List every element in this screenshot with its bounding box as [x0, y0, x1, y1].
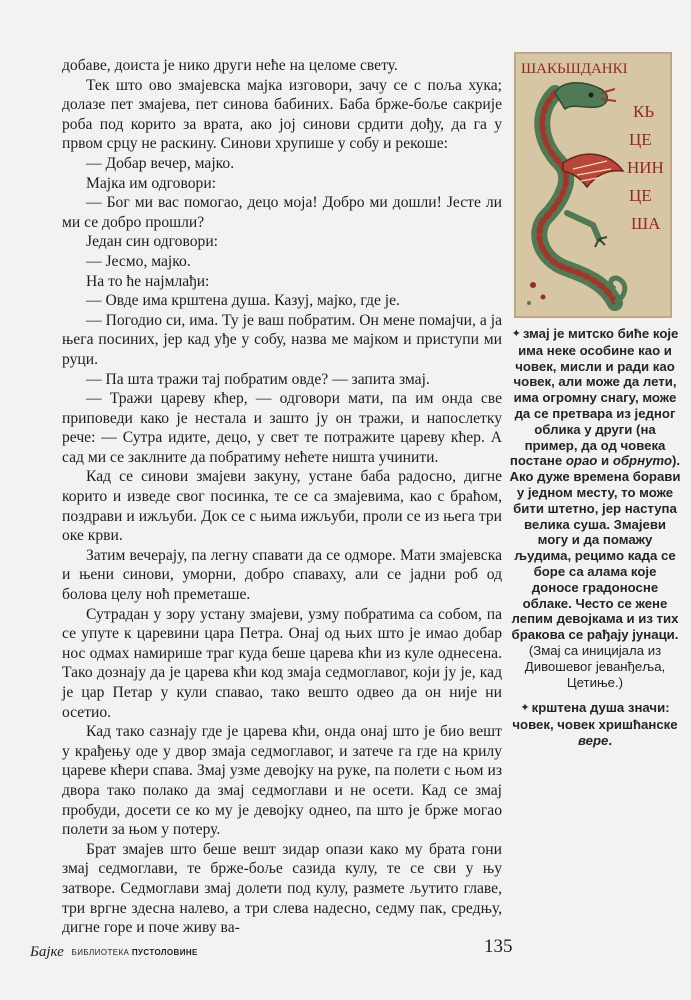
- body-paragraph: Један син одговори:: [86, 233, 219, 251]
- note-text: значи: човек, човек хришћанске: [512, 700, 678, 733]
- note-text: ). Ако дуже времена борави у једном месту, то може бити штетно, јер наступа велика суша. Змајеви могу и да помажу људима, рецимо када се боре са алама које доносе градоносне облаке. Често се жене лепим девојкама и из тих бракова се рађају јунаци.: [509, 453, 681, 643]
- series-title: ПУСТОЛОВИНЕ: [131, 948, 198, 957]
- body-paragraph: Мајка им одговори:: [86, 174, 217, 192]
- illustration-caption: (Змај са иницијала из Дивошевог јеванђеља, Цетиње.): [524, 642, 666, 690]
- body-paragraph: — Погодио си, има. Ту је ваш побратим. Он мене помајчи, а ја њега посиних, јер кад уђе у собу, назва ме мајком и приступи ми руци.: [62, 311, 502, 368]
- body-paragraph: — Јесмо, мајко.: [86, 252, 191, 270]
- body-paragraph: Брат змајев што беше вешт зидар опази како му брата гони змај седмоглави, те брже-боље сазида кулу, те се сви у њу затворе. Седмоглави змај долети под кулу, размете љутито главе, три вргне здесна налево, а три слева надесно, седму пак, средњу, дигне горе и поче живу ва-: [62, 840, 502, 937]
- body-paragraph: — Бог ми вас помогао, децо моја! Добро ми дошли! Јесте ли ми се добро прошли?: [62, 194, 502, 231]
- series-name: [72, 948, 198, 957]
- body-paragraph: Сутрадан у зору устану змајеви, узму побратима са собом, па се упуте к царевини цара Петра. Онај од њих што је имао добар нос одмах намирише траг куда беше царева кћи из куле однесена. Тако дознају да је царева кћи код змаја седмоглавог, који ју је, кад је цар Петар у кули спавао, тако вешто одвео да он није ни осетио.: [62, 605, 502, 721]
- note-text: .: [608, 732, 613, 748]
- manuscript-letter: ЦЕ: [629, 186, 652, 205]
- note-italic: орао: [565, 453, 598, 469]
- series-label: БИБЛИОТЕКА: [71, 948, 130, 957]
- diamond-bullet-icon: ✦: [511, 328, 521, 340]
- body-paragraph: На то ће најмлађи:: [86, 272, 210, 290]
- body-paragraph: добаве, доиста је нико други неће на целоме свету.: [62, 57, 398, 74]
- note-text: и: [601, 453, 610, 469]
- body-paragraph: — Па шта тражи тај побратим овде? — запита змај.: [86, 370, 430, 388]
- book-title: Бајке: [30, 944, 64, 960]
- dragon-miniature-image: [515, 53, 671, 317]
- page-number: 135: [484, 936, 513, 957]
- sidebar-note-baptized-soul: [509, 700, 681, 748]
- body-paragraph: — Добар вечер, мајко.: [86, 154, 235, 172]
- body-paragraph: — Тражи цареву кћер, — одговори мати, па им онда све приповеди како је нестала и зашто ју он тражи, и напослетку рече: — Сутра идите, децо, у свет те потражите цареву кћер. А сад ми се заклните да побратиму нећете ништа учинити.: [62, 390, 502, 466]
- sidebar-notes: [509, 326, 681, 749]
- main-text-column: [62, 56, 502, 938]
- manuscript-text-line: ШАКЬШДАНКІ: [521, 61, 628, 77]
- sidebar-note-dragon: [509, 326, 681, 643]
- manuscript-letter: КЬ: [633, 102, 655, 121]
- manuscript-letter: ША: [631, 214, 661, 233]
- diamond-bullet-icon: ✦: [520, 702, 530, 715]
- manuscript-letter: НИН: [627, 158, 664, 177]
- note-italic: обрнуто: [612, 453, 673, 469]
- note-term: змај: [522, 326, 550, 341]
- note-italic: вере: [577, 732, 609, 748]
- body-paragraph: Тек што ово змајевска мајка изговори, зачу се с поља хука; долазе пет змајева, пет синова бабиних. Баба брже-боље сакрије роба под корито за врата, ако јој синови срдити дођу, да га у првом срцу не раскину. Синови хрупише у собу и рекоше:: [62, 76, 502, 153]
- dragon-initial-illustration: [514, 52, 672, 318]
- body-paragraph: — Овде има крштена душа. Казуј, мајко, где је.: [86, 292, 400, 310]
- body-paragraph: Кад тако сазнају где је царева кћи, онда онај што је био вешт у крађењу оде у двор змаја седмоглавог, и затече га где на крилу цареве кћери спава. Змај узме девојку на руке, па полети с њом из двора тако полако да змај седмоглави и не осети. Кад се змај пробуди, досети се ко му је девојку однео, па што је брже могао полети за њом у потеру.: [62, 723, 502, 839]
- note-term: крштена душа: [531, 700, 625, 716]
- body-paragraph: Затим вечерају, па легну спавати да се одморе. Мати змајевска и њени синови, уморни, добро спаваху, али се јадни роб од болова целу ноћ преметаше.: [62, 546, 502, 604]
- running-footer: [30, 944, 198, 961]
- body-paragraph: Кад се синови змајеви закуну, устане баба радосно, дигне корито и изведе свог посинка, те се са змајевима, као с браћом, поздрави и ижљуби. Док се с њима ижљуби, проли се из њега три оке крви.: [62, 468, 502, 545]
- manuscript-letter: ЦЕ: [629, 130, 652, 149]
- note-text: је митско биће које има неке особине као и човек, мисли и ради као човек, али може да лети, има огромну снагу, може да се претвара из једног облика у други (на пример, да од човека постане: [509, 326, 679, 469]
